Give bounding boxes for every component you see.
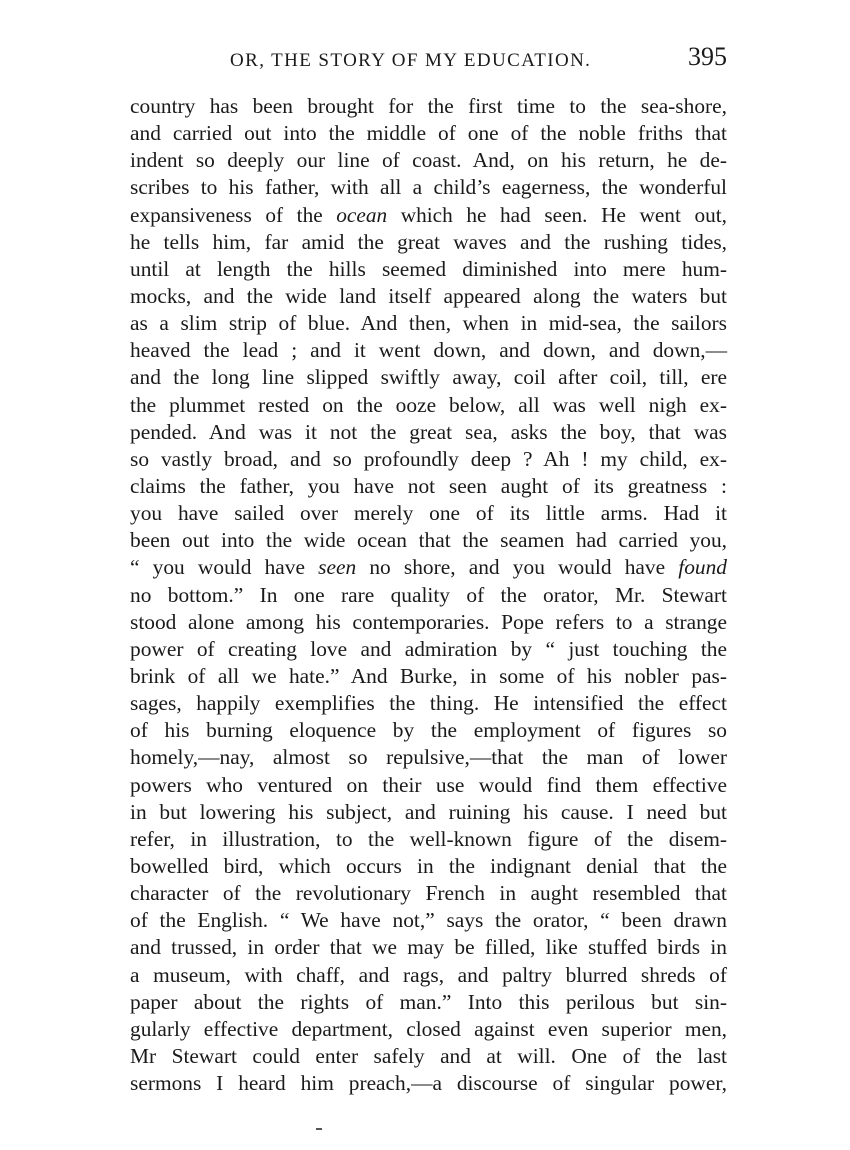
text-line: and the long line slipped swiftly away, coil after coil, till, ere	[130, 365, 727, 390]
text-line: of the English. “ We have not,” says the orator, “ been drawn	[130, 908, 727, 933]
text-line: mocks, and the wide land itself appeared along the waters but	[130, 283, 727, 308]
text-line: sages, happily exemplifies the thing. He intensified the effect	[130, 691, 727, 716]
text-segment: “ you would have	[130, 555, 319, 580]
text-line: Mr Stewart could enter safely and at will. One of the last	[130, 1043, 727, 1068]
text-line: homely,—nay, almost so repulsive,—that the man of lower	[130, 745, 727, 770]
text-line: sermons I heard him preach,—a discourse of singular power,	[130, 1071, 727, 1096]
text-segment: no shore, and you would have	[356, 555, 679, 580]
running-head	[130, 40, 727, 80]
text-line: country has been brought for the first time to the sea-shore,	[130, 94, 727, 118]
text-line: you have sailed over merely one of its little arms. Had it	[130, 501, 727, 526]
text-line: of his burning eloquence by the employment of figures so	[130, 718, 727, 743]
text-line: as a slim strip of blue. And then, when in mid-sea, the sailors	[130, 311, 727, 336]
text-line: pended. And was it not the great sea, asks the boy, that was	[130, 419, 727, 444]
text-line: scribes to his father, with all a child’s eagerness, the wonderful	[130, 175, 727, 200]
text-line: no bottom.” In one rare quality of the orator, Mr. Stewart	[130, 582, 727, 607]
text-line: claims the father, you have not seen aught of its greatness :	[130, 473, 727, 498]
text-line: power of creating love and admiration by “ just touching the	[130, 636, 727, 661]
text-line-with-italic	[130, 554, 727, 581]
page-number: 395	[688, 42, 727, 71]
text-line: and carried out into the middle of one of the noble friths that	[130, 121, 727, 146]
text-line: a museum, with chaff, and rags, and paltry blurred shreds of	[130, 962, 727, 987]
italic-word: seen	[318, 555, 357, 580]
text-line: brink of all we hate.” And Burke, in some of his nobler pas-	[130, 663, 727, 688]
text-line: in but lowering his subject, and ruining his cause. I need but	[130, 799, 727, 824]
text-line: refer, in illustration, to the well-known figure of the disem-	[130, 826, 727, 851]
print-speck	[316, 1128, 322, 1130]
text-line: indent so deeply our line of coast. And, on his return, he de-	[130, 148, 727, 173]
text-line: been out into the wide ocean that the seamen had carried you,	[130, 528, 727, 553]
text-line: stood alone among his contemporaries. Pope refers to a strange	[130, 609, 727, 634]
text-line: powers who ventured on their use would find them effective	[130, 772, 727, 797]
text-line: he tells him, far amid the great waves and the rushing tides,	[130, 229, 727, 254]
text-line: so vastly broad, and so profoundly deep ? Ah ! my child, ex-	[130, 446, 727, 471]
body-text	[130, 93, 727, 1097]
text-line: gularly effective department, closed against even superior men,	[130, 1016, 727, 1041]
text-segment: which he had seen. He went out,	[387, 202, 727, 227]
text-line: and trussed, in order that we may be filled, like stuffed birds in	[130, 935, 727, 960]
text-line: bowelled bird, which occurs in the indignant denial that the	[130, 853, 727, 878]
text-line-with-italic	[130, 202, 727, 229]
running-title: OR, THE STORY OF MY EDUCATION.	[230, 50, 592, 71]
text-line: the plummet rested on the ooze below, all was well nigh ex-	[130, 392, 727, 417]
italic-word: ocean	[336, 202, 388, 227]
text-line: heaved the lead ; and it went down, and down, and down,—	[130, 338, 727, 363]
text-line: until at length the hills seemed diminished into mere hum-	[130, 256, 727, 281]
text-line: character of the revolutionary French in aught resembled that	[130, 881, 727, 906]
text-line: paper about the rights of man.” Into this perilous but sin-	[130, 989, 727, 1014]
text-segment: expansiveness of the	[130, 202, 337, 227]
italic-word: found	[678, 555, 727, 580]
